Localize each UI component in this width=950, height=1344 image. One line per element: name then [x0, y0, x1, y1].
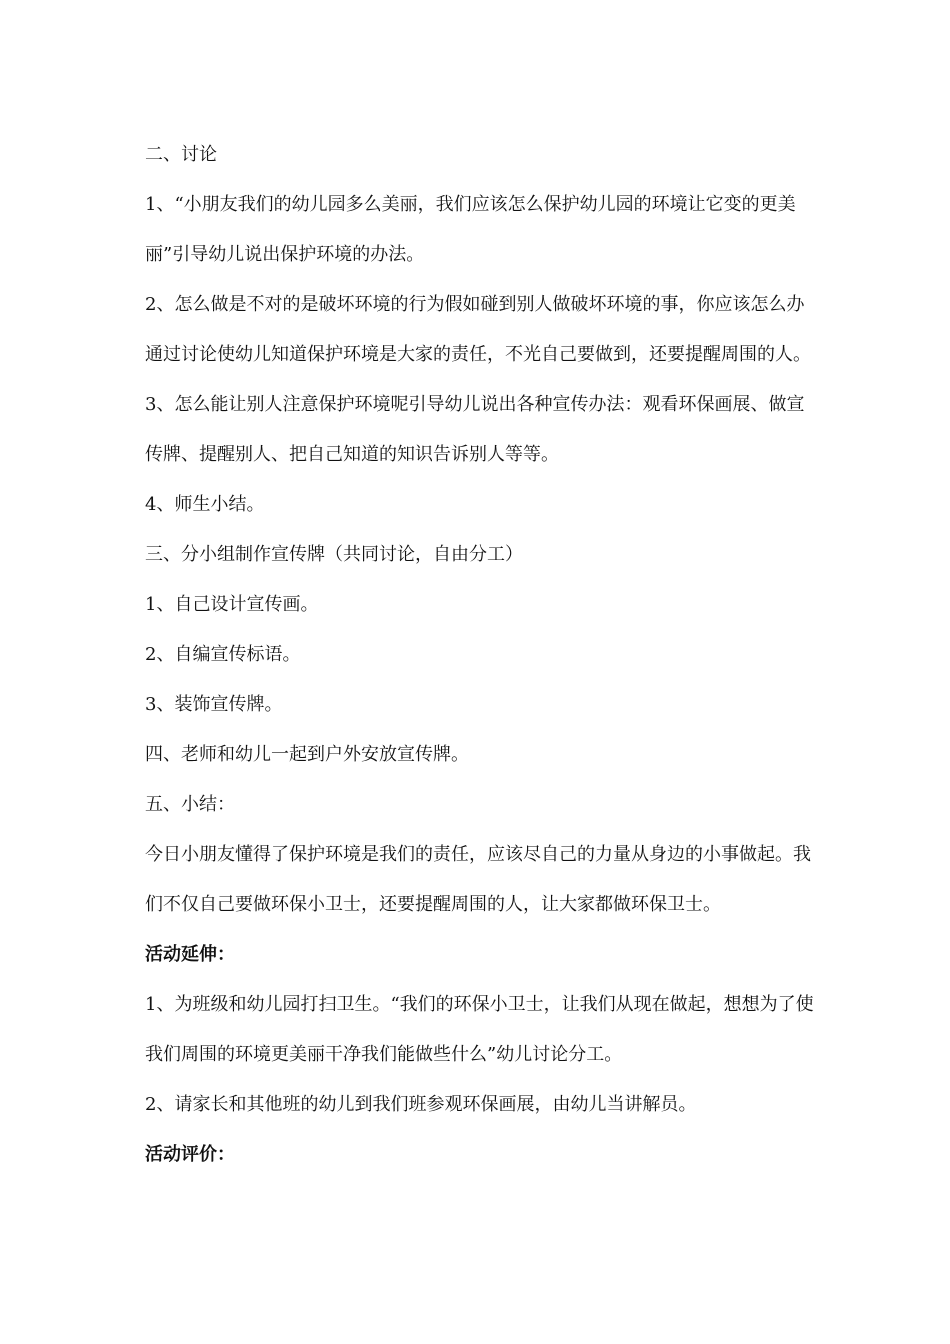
paragraph-summary: 今日小朋友懂得了保护环境是我们的责任，应该尽自己的力量从身边的小事做起。我们不仅自己要做环保小卫士，还要提醒周围的人，让大家都做环保卫士。 — [145, 844, 811, 915]
paragraph-group-work-1: 1、自己设计宣传画。 — [145, 594, 319, 615]
paragraph-extension-1: 1、为班级和幼儿园打扫卫生。“我们的环保小卫士，让我们从现在做起，想想为了使我们周围的环境更美丽干净我们能做些什么”幼儿讨论分工。 — [145, 994, 814, 1065]
paragraph-discussion-3: 3、怎么能让别人注意保护环境呢引导幼儿说出各种宣传办法：观看环保画展、做宣传牌、提醒别人、把自己知道的知识告诉别人等等。 — [145, 394, 805, 465]
heading-group-work: 三、分小组制作宣传牌（共同讨论，自由分工） — [145, 544, 523, 565]
paragraph-discussion-1: 1、“小朋友我们的幼儿园多么美丽，我们应该怎么保护幼儿园的环境让它变的更美丽”引导幼儿说出保护环境的办法。 — [145, 194, 796, 265]
heading-placement: 四、老师和幼儿一起到户外安放宣传牌。 — [145, 744, 469, 765]
heading-summary: 五、小结： — [145, 794, 235, 815]
paragraph-discussion-4: 4、师生小结。 — [145, 494, 265, 515]
paragraph-group-work-2: 2、自编宣传标语。 — [145, 644, 301, 665]
heading-activity-evaluation: 活动评价： — [145, 1144, 235, 1165]
paragraph-group-work-3: 3、装饰宣传牌。 — [145, 694, 283, 715]
paragraph-extension-2: 2、请家长和其他班的幼儿到我们班参观环保画展，由幼儿当讲解员。 — [145, 1094, 697, 1115]
heading-discussion: 二、讨论 — [145, 144, 217, 165]
paragraph-discussion-2: 2、怎么做是不对的是破坏环境的行为假如碰到别人做破坏环境的事，你应该怎么办通过讨论使幼儿知道保护环境是大家的责任，不光自己要做到，还要提醒周围的人。 — [145, 294, 811, 365]
document-body — [145, 130, 815, 1180]
heading-activity-extension: 活动延伸： — [145, 944, 235, 965]
